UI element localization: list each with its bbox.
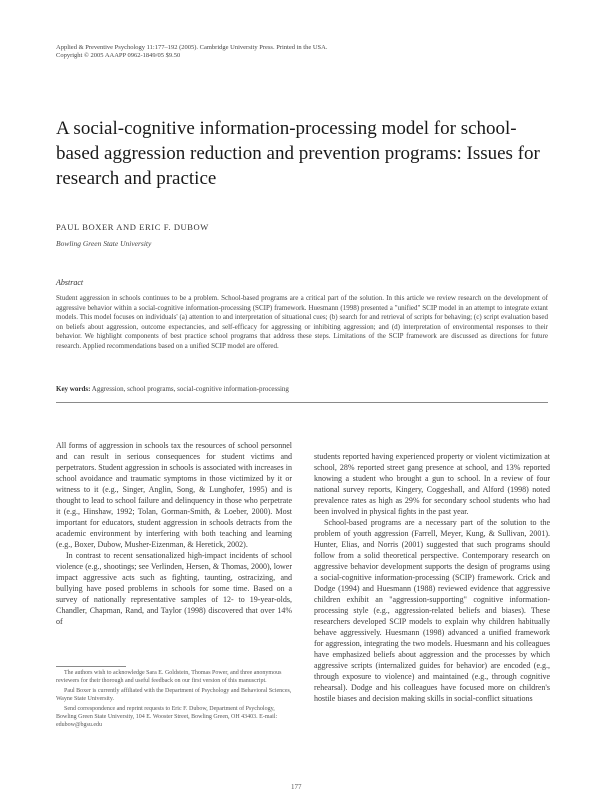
body-paragraph: School-based programs are a necessary part of the solution to the problem of youth aggression (Farrell, Meyer, Kung, & Sullivan, 2001). Hunter, Elias, and Norris (2001) suggested that such programs should follow from a solid theoretical perspective. Contemporary research on aggressive behavior development supports the design of programs using a social-cognitive information-processing (SCIP) framework. Crick and Dodge (1994) and Huesmann (1988) reviewed evidence that aggressive children exhibit an "aggression-supporting" cognitive information-processing style (e.g., aggression-related beliefs and biases). These researchers developed SCIP models to explain why children habitually behave aggressively. Huesmann (1998) advanced a unified framework for aggression, integrating the two models. Huesmann and his colleagues have emphasized beliefs about aggression and the processes by which aggressive scripts (internalized guides for behavior) are encoded (e.g., through exposure to violence) and maintained (e.g., through cognitive rehearsal). Dodge and his colleagues have focused more on children's hostile biases and decision making skills in social-conflict situations bbox=[314, 518, 550, 703]
body-paragraph: All forms of aggression in schools tax the resources of school personnel and can result in serious consequences for student victims and perpetrators. Student aggression in schools is associated with increases in school avoidance and traumatic symptoms in those victimized by it or witness to it (e.g., Singer, Anglin, Song, & Lunghofer, 1995) and is thought to lead to school failure and delinquency in those who perpetrate it (e.g., Hinshaw, 1992; Tolan, Gorman-Smith, & Loeber, 2000). Most important for educators, student aggression in schools detracts from the academic environment by interfering with both teaching and learning (e.g., Boxer, Dubow, Musher-Eizenman, & Heretick, 2002). bbox=[56, 441, 292, 549]
journal-copyright: Copyright © 2005 AAAPP 0962-1849/05 $9.50 bbox=[56, 52, 181, 60]
page-number: 177 bbox=[291, 783, 302, 791]
journal-header bbox=[56, 44, 526, 61]
keywords-label: Key words: bbox=[56, 385, 91, 393]
abstract-heading: Abstract bbox=[56, 278, 84, 287]
body-left-column bbox=[56, 440, 292, 627]
abstract-text: Student aggression in schools continues to be a problem. School-based programs are a critical part of the solution. In this article we review research on the development of aggressive behavior within a social-cognitive information-processing (SCIP) framework. Huesmann (1998) presented a "unified" SCIP model in an attempt to integrate extant models. This model focuses on individuals' (a) attention to and interpretation of situational cues; (b) search for and retrieval of scripts for behaving; (c) script evaluation based on beliefs about aggression, outcome expectancies, and self-efficacy for aggressing or inhibiting aggression; and (d) interpretation of environmental responses to their behavior. We highlight components of best practice school programs that address these steps. Limitations of the SCIP framework are discussed as directions for future research. Applied recommendations based on a unified SCIP model are offered. bbox=[56, 294, 548, 350]
footnote-correspondence: Send correspondence and reprint requests to Eric F. Dubow, Department of Psychology, Bowling Green State University, 104 E. Wooster Street, Bowling Green, OH 43403. E-mail: edubow@bgsu.edu bbox=[56, 706, 278, 728]
article-title: A social-cognitive information-processing model for school-based aggression reduction and prevention programs: Issues for research and practice bbox=[56, 118, 540, 189]
footnote-acknowledgment: The authors wish to acknowledge Sara E. Goldstein, Thomas Power, and three anonymous reviewers for their thorough and useful feedback on our first version of this manuscript. bbox=[56, 670, 282, 684]
body-right-column bbox=[314, 451, 550, 704]
footnote-divider bbox=[56, 666, 126, 667]
body-paragraph: students reported having experienced property or violent victimization at school, 28% reported street gang presence at school, and 13% reported knowing a student who brought a gun to school. In a review of four national survey reports, Kingery, Coggeshall, and Alford (1998) noted prevalence rates as high as 29% for secondary school students who had been involved in physical fights in the past year. bbox=[314, 452, 550, 516]
footnotes bbox=[56, 670, 292, 732]
footnote-affiliation: Paul Boxer is currently affiliated with the Department of Psychology and Behavioral Sciences, Wayne State University. bbox=[56, 688, 292, 702]
authors: PAUL BOXER AND ERIC F. DUBOW bbox=[56, 222, 209, 232]
affiliation: Bowling Green State University bbox=[56, 239, 152, 248]
keywords bbox=[56, 385, 548, 394]
keywords-text: Aggression, school programs, social-cognitive information-processing bbox=[91, 385, 289, 393]
journal-citation: Applied & Preventive Psychology 11:177–192 (2005). Cambridge University Press. Printed in the USA. bbox=[56, 44, 328, 51]
body-paragraph: In contrast to recent sensationalized high-impact incidents of school violence (e.g., shootings; see Verlinden, Hersen, & Thomas, 2000), lower impact aggressive acts such as fighting, taunting, ostracizing, and bullying have posed problems in schools for some time. Based on a survey of nationally representative samples of 12- to 19-year-olds, Chandler, Chapman, Rand, and Taylor (1998) discovered that over 14% of bbox=[56, 551, 292, 626]
section-divider bbox=[56, 402, 548, 403]
